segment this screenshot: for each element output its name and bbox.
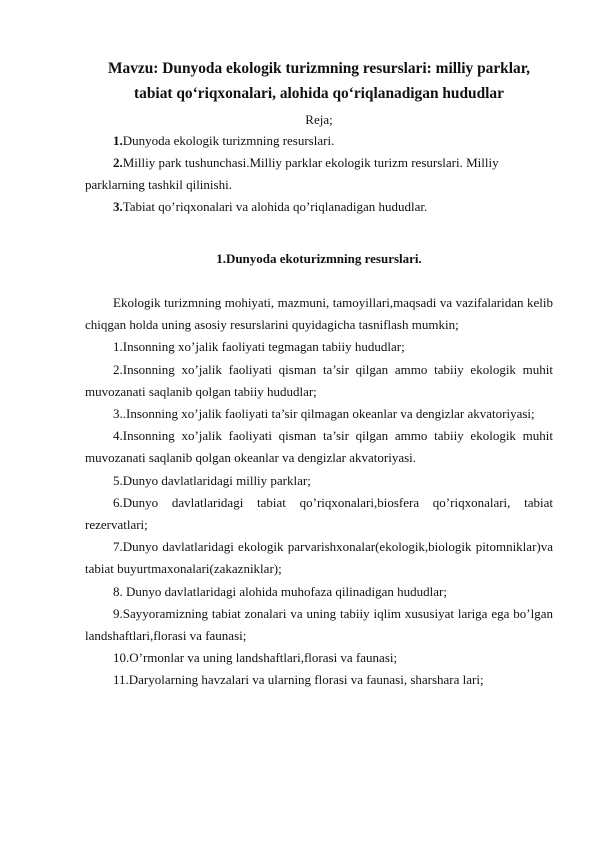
plan-item-text: Milliy park tushunchasi.Milliy parklar ekologik turizm resurslari. Milliy parklarning tashkil qilinishi.	[85, 155, 499, 192]
plan-item-number: 2.	[113, 155, 123, 170]
plan-heading: Reja;	[305, 112, 333, 127]
list-item: 5.Dunyo davlatlaridagi milliy parklar;	[113, 472, 311, 488]
intro-paragraph: Ekologik turizmning mohiyati, mazmuni, tamoyillari,maqsadi va vazifalaridan kelib chiqgan holda uning asosiy resurslarini quyidagicha tasniflash mumkin;	[85, 295, 553, 333]
plan-list	[85, 130, 553, 218]
plan-item	[85, 130, 553, 152]
list-item: 4.Insonning xo’jalik faoliyati qisman ta’sir qilgan ammo tabiiy ekologik muhit muvozanati saqlanib qolgan okeanlar va dengizlar akvatoriyasi.	[85, 428, 553, 466]
list-item: 2.Insonning xo’jalik faoliyati qisman ta’sir qilgan ammo tabiiy ekologik muhit muvozanati saqlanib qolgan tabiiy hududlar;	[85, 361, 553, 399]
list-item: 10.O’rmonlar va uning landshaftlari,florasi va faunasi;	[113, 650, 398, 666]
document-title	[85, 56, 553, 106]
plan-item	[85, 152, 553, 196]
list-item: 9.Sayyoramizning tabiat zonalari va uning tabiiy iqlim xususiyat lariga ega bo’lgan landshaftlari,florasi va faunasi;	[85, 605, 553, 644]
plan-item-number: 3.	[113, 199, 123, 214]
title-line-1: Mavzu: Dunyoda ekologik turizmning resurslari: milliy parklar,	[108, 60, 530, 77]
plan-item-number: 1.	[113, 133, 123, 148]
list-item: 3..Insonning xo’jalik faoliyati ta’sir qilmagan okeanlar va dengizlar akvatoriyasi;	[113, 406, 535, 422]
plan-item	[85, 196, 553, 218]
list-item: 8. Dunyo davlatlaridagi alohida muhofaza qilinadigan hududlar;	[113, 583, 447, 599]
list-item: 7.Dunyo davlatlaridagi ekologik parvarishxonalar(ekologik,biologik pitomniklar)va tabiat buyurtmaxonalari(zakazniklar);	[85, 539, 553, 577]
title-line-2: tabiat qo‘riqxonalari, alohida qo‘riqlanadigan hududlar	[134, 85, 504, 102]
plan-item-text: Dunyoda ekologik turizmning resurslari.	[122, 133, 335, 148]
plan-item-text: Tabiat qo’riqxonalari va alohida qo’riqlanadigan hududlar.	[122, 199, 428, 214]
list-item: 6.Dunyo davlatlaridagi tabiat qo’riqxonalari,biosfera qo’riqxonalari, tabiat rezervatlari;	[85, 494, 553, 533]
resource-list	[85, 336, 553, 691]
list-item: 1.Insonning xo’jalik faoliyati tegmagan tabiiy hududlar;	[113, 339, 405, 355]
list-item: 11.Daryolarning havzalari va ularning florasi va faunasi, sharshara lari;	[113, 672, 484, 688]
document-page	[85, 0, 553, 692]
section-title: 1.Dunyoda ekoturizmning resurslari.	[216, 251, 422, 266]
